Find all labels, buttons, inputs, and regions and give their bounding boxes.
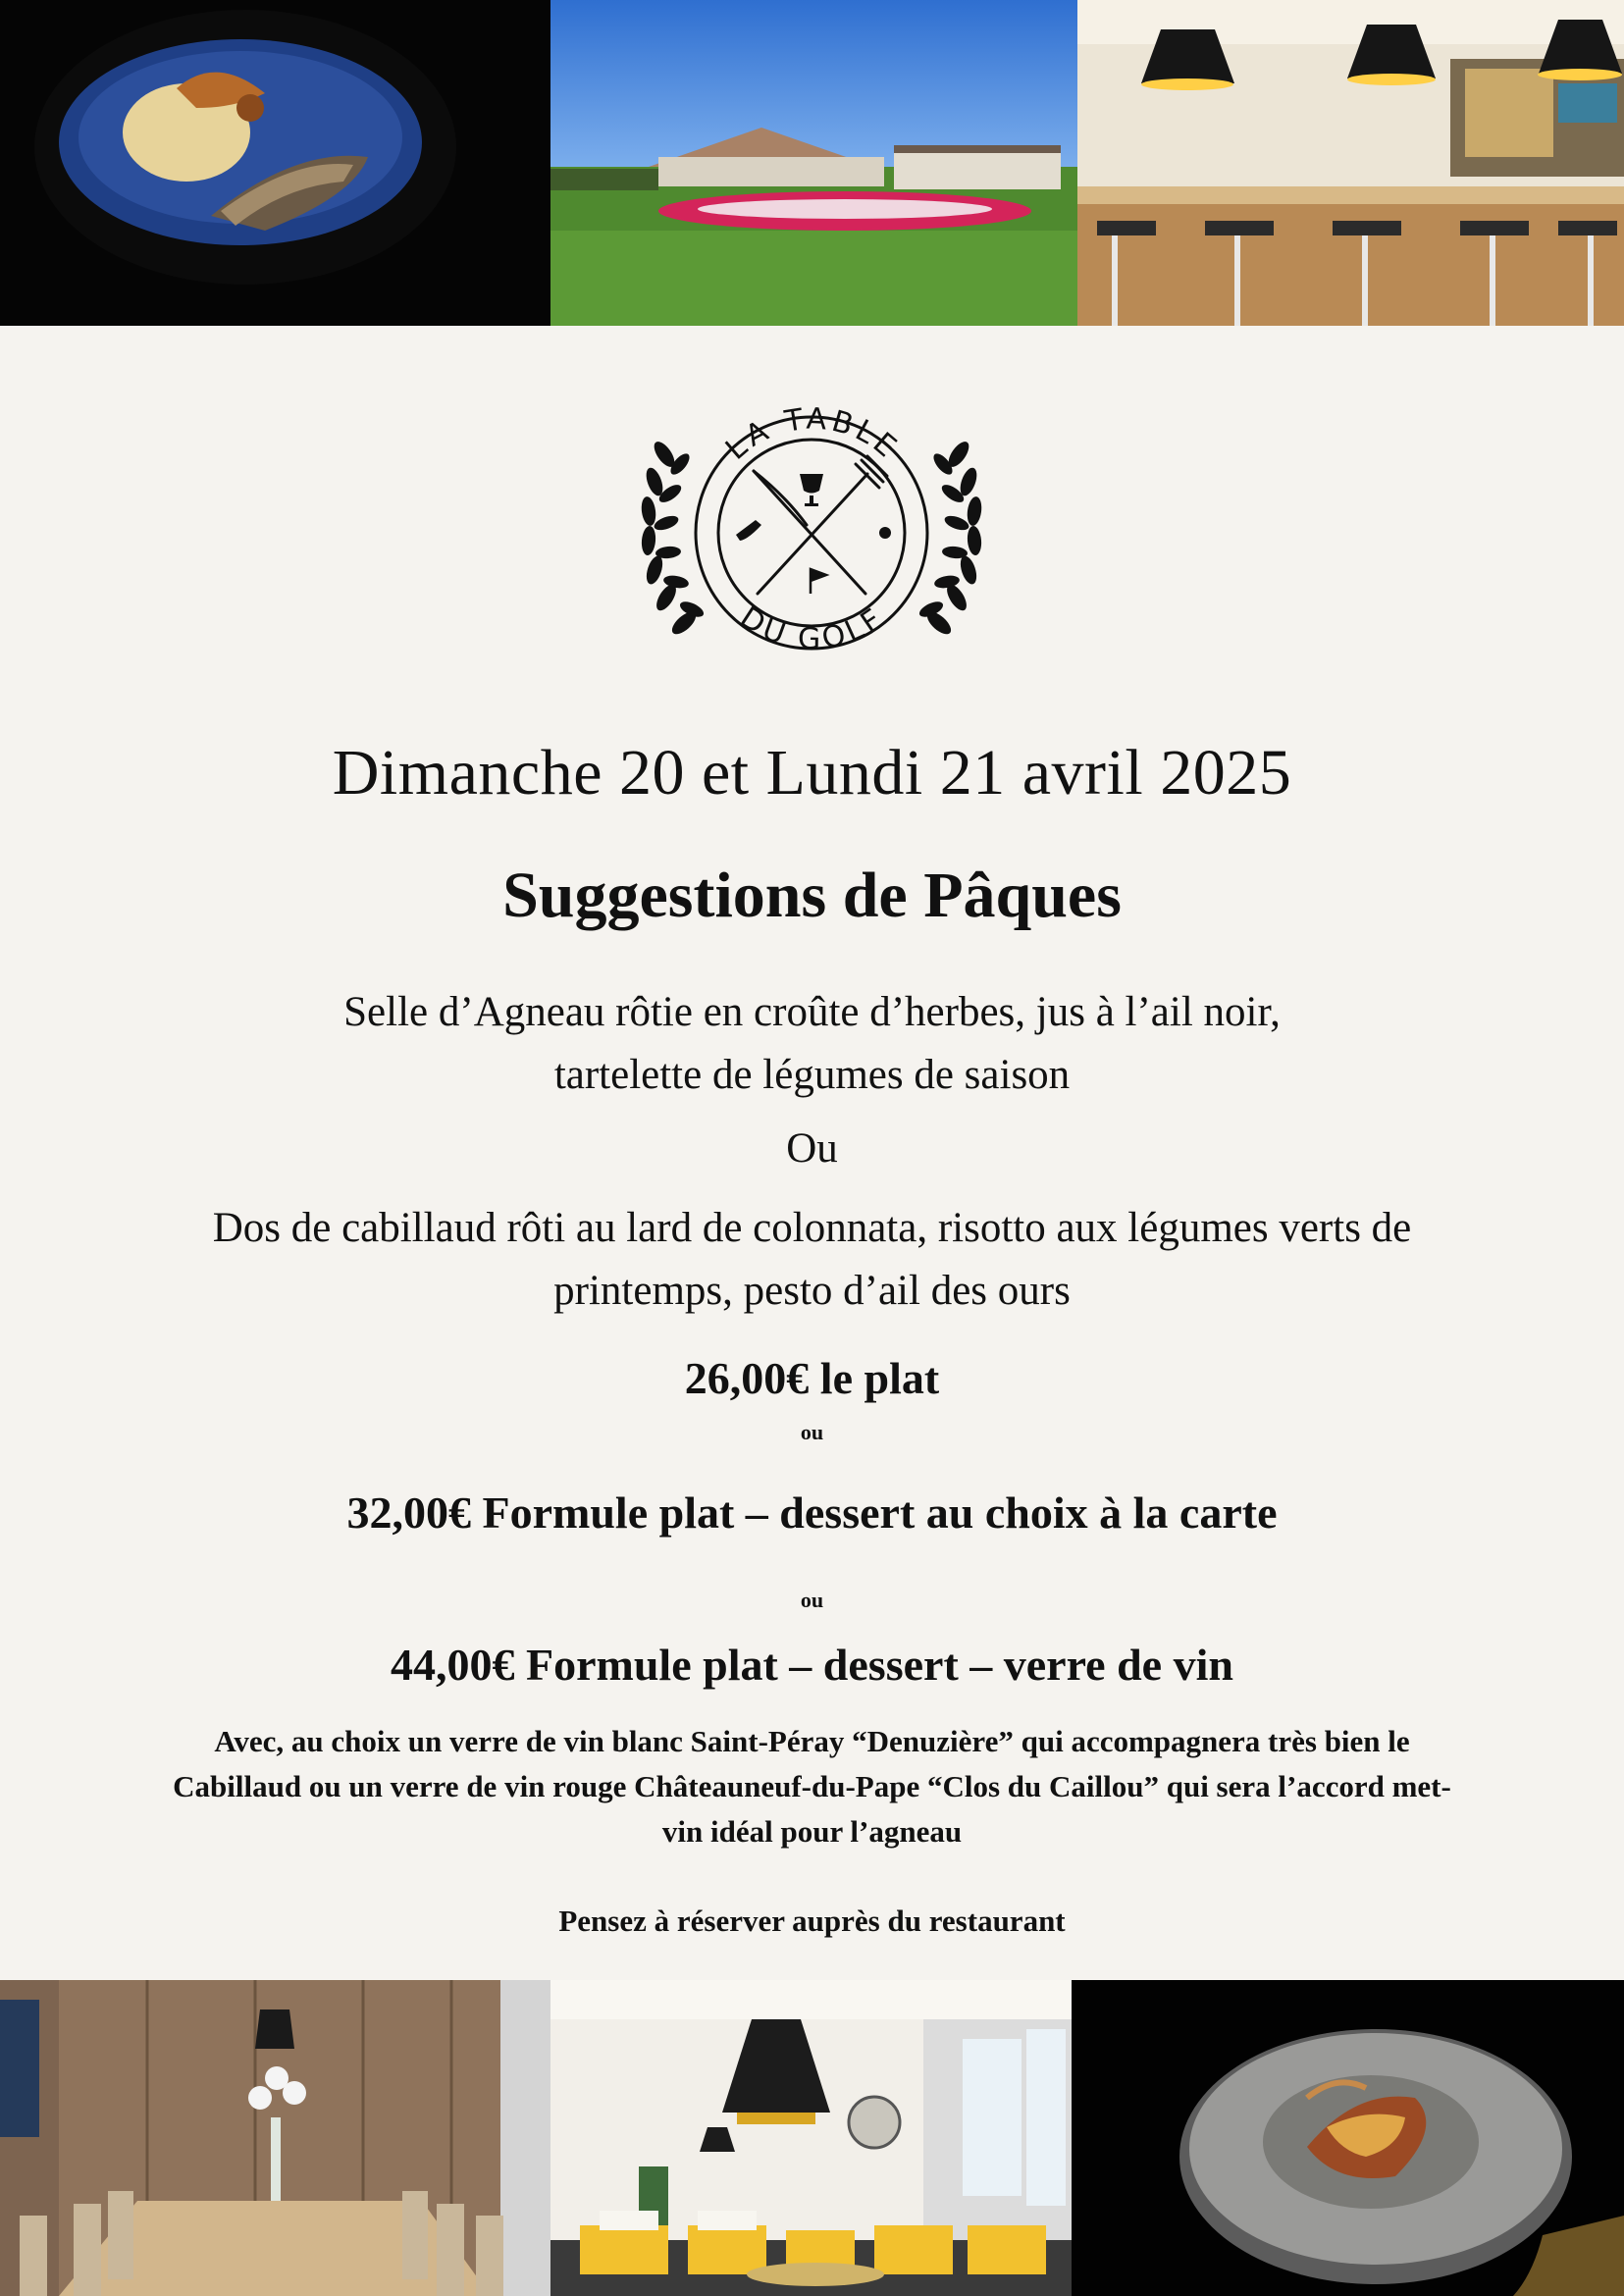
photo-restaurant-bar xyxy=(1077,0,1624,326)
dish-cod-line2: printemps, pesto d’ail des ours xyxy=(553,1268,1071,1314)
photo-clubhouse-lawn xyxy=(550,0,1077,326)
wine-line3: vin idéal pour l’agneau xyxy=(661,1814,963,1849)
price-offer-plat-dessert-vin: 44,00€ Formule plat – dessert – verre de vin xyxy=(391,1640,1233,1690)
price-offer-plat-dessert: 32,00€ Formule plat – dessert au choix à la carte xyxy=(346,1487,1278,1538)
wine-description xyxy=(39,1719,1585,1854)
dish-cod-line1: Dos de cabillaud rôti au lard de colonnata, risotto aux légumes verts de xyxy=(212,1205,1412,1251)
wine-line2: Cabillaud ou un verre de vin rouge Châteauneuf-du-Pape “Clos du Caillou” qui sera l’accord met- xyxy=(173,1769,1451,1803)
price-offer-plat: 26,00€ le plat xyxy=(684,1353,940,1403)
svg-text:DU GOLF xyxy=(734,600,891,656)
logo-text-top: LA TABLE xyxy=(718,401,906,467)
top-photo-strip xyxy=(0,0,1624,326)
dish-cod xyxy=(0,1197,1624,1323)
dish-lamb-line2: tartelette de légumes de saison xyxy=(553,1052,1071,1098)
svg-text:LA TABLE xyxy=(719,402,906,467)
photo-lounge-area xyxy=(550,1980,1072,2296)
dish-lamb xyxy=(0,981,1624,1107)
photo-plated-dish-bowl xyxy=(1072,1980,1624,2296)
or-separator: Ou xyxy=(786,1125,838,1172)
dish-lamb-line1: Selle d’Agneau rôtie en croûte d’herbes, jus à l’ail noir, xyxy=(343,989,1281,1035)
bottom-photo-strip xyxy=(0,1980,1624,2296)
or-separator-small-2: ou xyxy=(800,1588,824,1612)
event-date: Dimanche 20 et Lundi 21 avril 2025 xyxy=(332,737,1292,809)
la-table-du-golf-logo xyxy=(638,358,986,706)
wine-line1: Avec, au choix un verre de vin blanc Saint-Péray “Denuzière” qui accompagnera très bien le xyxy=(214,1724,1410,1758)
or-separator-small-1: ou xyxy=(800,1420,824,1444)
photo-private-dining-room xyxy=(0,1980,550,2296)
reservation-note: Pensez à réserver auprès du restaurant xyxy=(558,1904,1066,1938)
page-title: Suggestions de Pâques xyxy=(502,860,1122,931)
photo-plated-fish-dish xyxy=(0,0,550,326)
logo-text-bottom: DU GOLF xyxy=(733,600,892,657)
